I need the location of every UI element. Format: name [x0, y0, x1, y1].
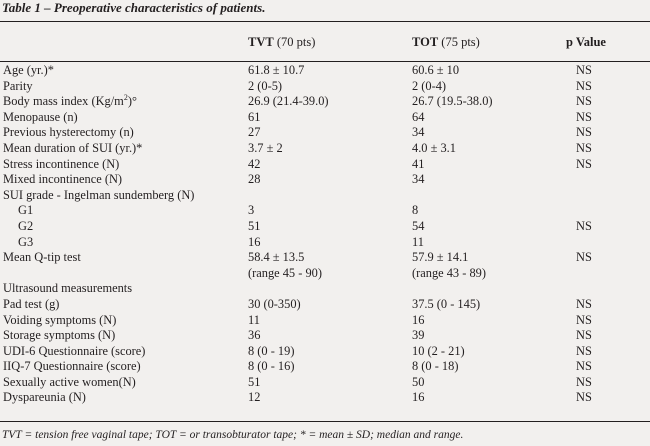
- row-tot-value: 2 (0-4): [412, 78, 447, 93]
- table-row: [0, 171, 650, 187]
- top-rule: [0, 21, 650, 22]
- row-tvt-value: 16: [248, 234, 261, 249]
- row-p-value: NS: [576, 218, 592, 233]
- row-tvt-value: 28: [248, 172, 261, 187]
- row-tot-value: 34: [412, 172, 425, 187]
- row-tvt-value: 51: [248, 218, 261, 233]
- table-row: [0, 296, 650, 312]
- table-row: [0, 327, 650, 343]
- row-label: Menopause (n): [3, 109, 78, 124]
- row-p-value: NS: [576, 390, 592, 405]
- row-label: G1: [18, 203, 34, 218]
- row-tot-value: 34: [412, 125, 425, 140]
- table-row: [0, 343, 650, 359]
- row-label: Mean duration of SUI (yr.)*: [3, 140, 143, 155]
- row-p-value: NS: [576, 312, 592, 327]
- row-label: Voiding symptoms (N): [3, 312, 117, 327]
- row-label: SUI grade - Ingelman sundemberg (N): [3, 187, 195, 202]
- row-tot-value: 57.9 ± 14.1: [412, 250, 469, 265]
- row-tvt-value: 3.7 ± 2: [248, 140, 283, 155]
- row-tot-value: 50: [412, 374, 425, 389]
- table-row: [0, 140, 650, 156]
- row-label: Sexually active women(N): [3, 374, 136, 389]
- row-p-value: NS: [576, 109, 592, 124]
- row-label: G3: [18, 234, 34, 249]
- row-label: UDI-6 Questionnaire (score): [3, 343, 146, 358]
- row-tvt-value: 61: [248, 109, 261, 124]
- table-row: [0, 234, 650, 250]
- table-caption: Table 1 – Preoperative characteristics of patients.: [2, 0, 266, 15]
- table-footnote: TVT = tension free vaginal tape; TOT = or transobturator tape; * = mean ± SD; median and range.: [2, 429, 464, 441]
- header-tot: [412, 35, 480, 50]
- row-tvt-value: 36: [248, 328, 261, 343]
- row-label: Parity: [3, 78, 33, 93]
- table-row: [0, 109, 650, 125]
- table-row: [0, 265, 650, 281]
- table-body: [0, 62, 650, 405]
- row-label: G2: [18, 218, 34, 233]
- table-row: [0, 312, 650, 328]
- row-p-value: NS: [576, 359, 592, 374]
- row-tot-value: 11: [412, 234, 424, 249]
- row-label: Mixed incontinence (N): [3, 172, 123, 187]
- row-tot-value: 37.5 (0 - 145): [412, 296, 481, 311]
- row-p-value: NS: [576, 78, 592, 93]
- header-tvt-count: (70 pts): [276, 35, 316, 49]
- row-label: Body mass index $(Kg/m^2)^\circ$: [3, 93, 137, 109]
- row-label: Ultrasound measurements: [3, 281, 133, 296]
- row-p-value: NS: [576, 250, 592, 265]
- header-tvt: [248, 35, 315, 50]
- table-row: [0, 280, 650, 296]
- table-row: [0, 218, 650, 234]
- header-tot-count: (75 pts): [441, 35, 480, 49]
- row-tot-value: 39: [412, 328, 425, 343]
- row-p-value: NS: [576, 140, 592, 155]
- row-tvt-value: (range 45 - 90): [248, 265, 322, 280]
- row-label: IIQ-7 Questionnaire (score): [3, 359, 141, 374]
- table-row: [0, 62, 650, 78]
- row-tvt-value: 2 (0-5): [248, 78, 283, 93]
- table-row: [0, 249, 650, 265]
- row-tvt-value: 61.8 ± 10.7: [248, 63, 305, 77]
- row-tot-value: 8: [412, 203, 419, 218]
- row-label: Dyspareunia (N): [3, 390, 86, 405]
- row-label: Stress incontinence (N): [3, 156, 120, 171]
- header-tot-label: TOT: [412, 35, 439, 49]
- row-tot-value: 60.6 ± 10: [412, 63, 460, 77]
- bottom-rule: [0, 421, 650, 422]
- row-p-value: NS: [576, 156, 592, 171]
- row-tvt-value: 26.9 (21.4-39.0): [248, 94, 329, 109]
- row-label: Mean Q-tip test: [3, 250, 81, 265]
- table-row: [0, 78, 650, 94]
- row-tvt-value: 30 (0-350): [248, 296, 301, 311]
- row-tot-value: 54: [412, 218, 425, 233]
- header-tvt-label: TVT: [248, 35, 274, 49]
- table-row: [0, 374, 650, 390]
- row-label: Storage symptoms (N): [3, 328, 116, 343]
- row-p-value: NS: [576, 374, 592, 389]
- row-tvt-value: 58.4 ± 13.5: [248, 250, 305, 265]
- row-label: Pad test (g): [3, 296, 60, 311]
- row-tot-value: 10 (2 - 21): [412, 343, 465, 358]
- row-tvt-value: 11: [248, 312, 260, 327]
- table-row: [0, 202, 650, 218]
- row-p-value: NS: [576, 328, 592, 343]
- table-row: [0, 358, 650, 374]
- row-tvt-value: 27: [248, 125, 261, 140]
- row-tot-value: 41: [412, 156, 425, 171]
- row-tot-value: 16: [412, 390, 425, 405]
- row-tvt-value: 8 (0 - 16): [248, 359, 295, 374]
- row-tvt-value: 51: [248, 374, 261, 389]
- row-tot-value: 26.7 (19.5-38.0): [412, 94, 493, 109]
- row-tot-value: (range 43 - 89): [412, 265, 486, 280]
- row-p-value: NS: [576, 296, 592, 311]
- table-row: [0, 389, 650, 405]
- row-label: Previous hysterectomy (n): [3, 125, 134, 140]
- header-p-value: p Value: [566, 35, 606, 49]
- row-label: Age (yr.)*: [3, 63, 54, 77]
- row-tot-value: 64: [412, 109, 425, 124]
- table-row: [0, 124, 650, 140]
- table-row: [0, 156, 650, 172]
- row-tot-value: 8 (0 - 18): [412, 359, 459, 374]
- row-tot-value: 4.0 ± 3.1: [412, 140, 456, 155]
- row-p-value: NS: [576, 125, 592, 140]
- row-tot-value: 16: [412, 312, 425, 327]
- table-row: [0, 93, 650, 109]
- row-p-value: NS: [576, 94, 592, 109]
- row-tvt-value: 42: [248, 156, 261, 171]
- row-tvt-value: 8 (0 - 19): [248, 343, 295, 358]
- table-row: [0, 187, 650, 203]
- row-tvt-value: 3: [248, 203, 255, 218]
- row-tvt-value: 12: [248, 390, 261, 405]
- row-p-value: NS: [576, 343, 592, 358]
- row-p-value: NS: [576, 63, 592, 77]
